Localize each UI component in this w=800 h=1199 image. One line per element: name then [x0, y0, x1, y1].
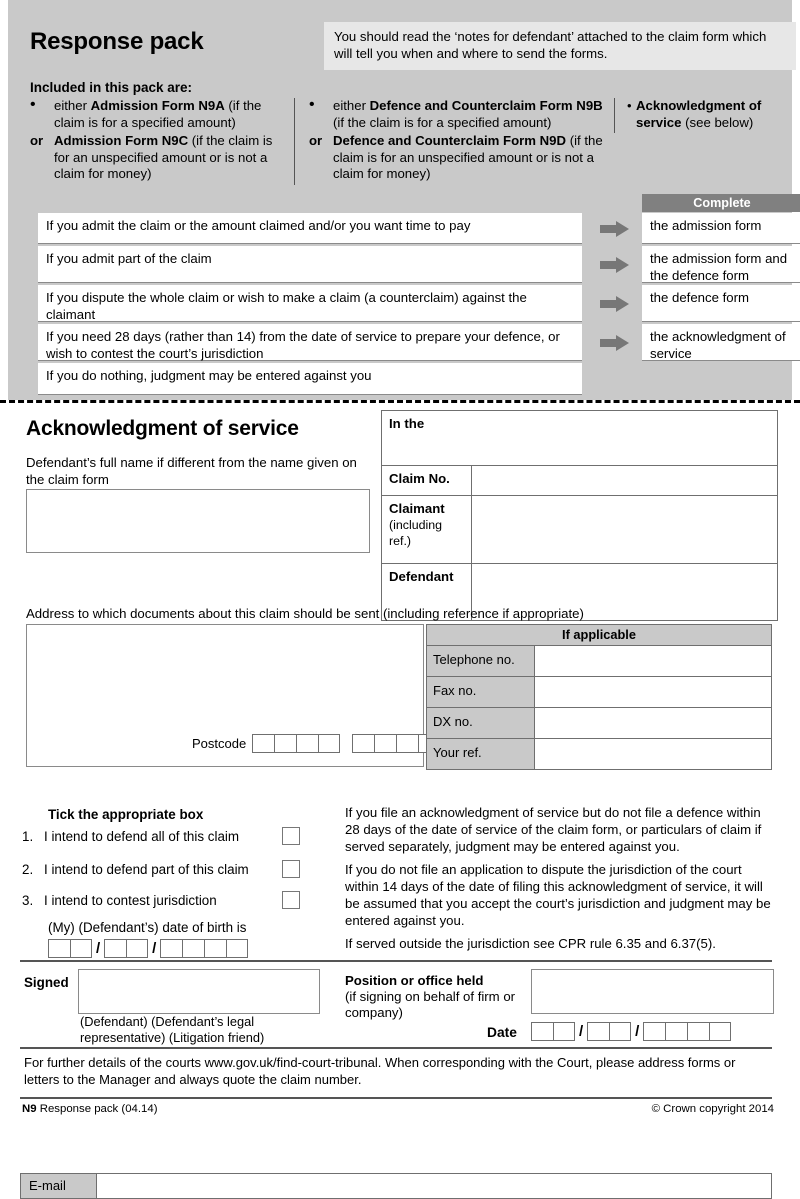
pack-item-2-1	[309, 133, 604, 183]
pack-item-text: Admission Form N9C (if the claim is for an unspecified amount or is not a claim for money)	[54, 133, 273, 182]
char-box[interactable]	[204, 939, 226, 958]
if-applicable-row	[427, 708, 771, 739]
footer-divider-top	[20, 1047, 772, 1049]
in-the-label: In the	[389, 416, 425, 431]
email-row	[20, 1173, 772, 1199]
routing-condition: If you need 28 days (rather than 14) from the date of service to prepare your defence, or wish to contest the court’s jurisdiction	[38, 324, 582, 361]
email-label: E-mail	[21, 1174, 97, 1198]
char-box[interactable]	[104, 939, 126, 958]
char-box[interactable]	[643, 1022, 665, 1041]
pack-item-text: Defence and Counterclaim Form N9D (if the claim is for an unspecified amount or is not a claim for money)	[333, 133, 603, 182]
claimant-input[interactable]	[472, 496, 777, 563]
routing-action: the admission form and the defence form	[642, 246, 800, 283]
position-sublabel: (if signing on behalf of firm or company)	[345, 989, 516, 1020]
routing-action: the defence form	[642, 285, 800, 322]
court-row-in-the	[382, 411, 777, 466]
tick-option-number: 2.	[22, 862, 34, 877]
claim-no-label: Claim No.	[382, 466, 472, 495]
pack-item-1-0	[30, 98, 280, 131]
claimant-sublabel: (including ref.)	[389, 518, 443, 548]
char-box[interactable]	[48, 939, 70, 958]
defendant-label: Defendant	[382, 564, 472, 620]
if-applicable-row	[427, 646, 771, 677]
tick-option-3	[22, 893, 217, 908]
dob-slash-1: /	[96, 940, 101, 957]
routing-condition: If you do nothing, judgment may be entered against you	[38, 363, 582, 395]
tick-option-2	[22, 862, 249, 877]
if-applicable-label: Fax no.	[427, 677, 535, 707]
tick-option-1	[22, 829, 239, 844]
email-input[interactable]	[97, 1174, 771, 1198]
ack-note-3: If served outside the jurisdiction see CPR rule 6.35 and 6.37(5).	[345, 936, 716, 951]
response-pack-panel	[8, 0, 792, 400]
ack-note-1: If you file an acknowledgment of service but do not file a defence within 28 days of the date of service of the claim form, or particulars of claim if served separately, judgment may be entered against you.	[345, 805, 762, 854]
date-slash-2: /	[635, 1023, 640, 1040]
ack-note-2: If you do not file an application to dispute the jurisdiction of the court within 14 days of the date of filing this acknowledgment of service, it will be assumed that you accept the court’s jurisdiction and judgment may be entered against you.	[345, 862, 771, 928]
defendant-fullname-label: Defendant’s full name if different from the name given on the claim form	[26, 455, 357, 487]
tick-option-label: I intend to contest jurisdiction	[44, 893, 217, 908]
if-applicable-label: Your ref.	[427, 739, 535, 769]
form-code: N9 Response pack (04.14)	[22, 1103, 158, 1115]
position-input[interactable]	[531, 969, 774, 1014]
if-applicable-input[interactable]	[535, 739, 771, 769]
signature-divider-top	[20, 960, 772, 962]
court-row-claim-no	[382, 466, 777, 496]
tick-box-header: Tick the appropriate box	[48, 807, 204, 822]
char-box[interactable]	[226, 939, 248, 958]
routing-action: the admission form	[642, 213, 800, 244]
routing-condition: If you admit the claim or the amount claimed and/or you want time to pay	[38, 213, 582, 244]
defendant-notes-callout: You should read the ‘notes for defendant’ attached to the claim form which will tell you when and where to send the forms.	[324, 22, 796, 70]
char-box[interactable]	[609, 1022, 631, 1041]
if-applicable-input[interactable]	[535, 677, 771, 707]
arrow-right-icon	[600, 257, 630, 273]
tick-option-number: 3.	[22, 893, 34, 908]
char-box[interactable]	[396, 734, 418, 753]
routing-condition: If you admit part of the claim	[38, 246, 582, 283]
position-label: Position or office held (if signing on behalf of firm or company)	[345, 973, 516, 1020]
char-box[interactable]	[252, 734, 274, 753]
char-box[interactable]	[687, 1022, 709, 1041]
dob-year-boxes[interactable]	[160, 939, 248, 958]
if-applicable-table	[426, 624, 772, 770]
copyright: © Crown copyright 2014	[651, 1103, 774, 1115]
tick-option-number: 1.	[22, 829, 34, 844]
routing-condition: If you dispute the whole claim or wish to make a claim (a counterclaim) against the claimant	[38, 285, 582, 322]
char-box[interactable]	[160, 939, 182, 958]
tick-option-label: I intend to defend part of this claim	[44, 862, 249, 877]
date-label: Date	[487, 1025, 517, 1040]
char-box[interactable]	[70, 939, 92, 958]
date-day-boxes[interactable]	[531, 1022, 575, 1041]
if-applicable-input[interactable]	[535, 708, 771, 738]
signed-input[interactable]	[78, 969, 320, 1014]
footer-divider-bottom	[20, 1097, 772, 1099]
postcode-field	[192, 734, 440, 753]
dob-slash-2: /	[152, 940, 157, 957]
complete-column-header: Complete	[642, 194, 800, 212]
bullet-icon: •	[309, 96, 315, 113]
bullet-icon: •	[30, 96, 36, 113]
bullet-icon: •	[627, 98, 632, 113]
if-applicable-row	[427, 739, 771, 769]
page-title: Response pack	[30, 28, 204, 55]
pack-column-defence	[294, 98, 614, 185]
if-applicable-label: Telephone no.	[427, 646, 535, 676]
pack-item-2-0	[309, 98, 604, 131]
signed-label: Signed	[24, 975, 69, 990]
or-marker: or	[30, 133, 44, 149]
dob-field	[48, 939, 248, 958]
acknowledgment-of-service-form	[0, 404, 800, 1193]
dob-month-boxes[interactable]	[104, 939, 148, 958]
arrow-right-icon	[600, 221, 630, 237]
char-box[interactable]	[531, 1022, 553, 1041]
pack-item-text: Acknowledgment of service (see below)	[636, 98, 762, 130]
tick-checkbox-2[interactable]	[282, 860, 300, 878]
ack-title: Acknowledgment of service	[26, 417, 299, 440]
char-box[interactable]	[274, 734, 296, 753]
char-box[interactable]	[665, 1022, 687, 1041]
date-year-boxes[interactable]	[643, 1022, 731, 1041]
if-applicable-label: DX no.	[427, 708, 535, 738]
footer-note: For further details of the courts www.gov.uk/find-court-tribunal. When corresponding with the Court, please address forms or letters to the Manager and always quote the claim number.	[24, 1055, 736, 1087]
dob-label: (My) (Defendant’s) date of birth is	[48, 920, 247, 935]
claim-no-input[interactable]	[472, 466, 777, 495]
pack-item-1-1	[30, 133, 280, 183]
char-box[interactable]	[318, 734, 340, 753]
court-details-table	[381, 410, 778, 621]
or-marker: or	[309, 133, 323, 149]
char-box[interactable]	[553, 1022, 575, 1041]
pack-column-admission	[30, 98, 294, 185]
address-label: Address to which documents about this claim should be sent (including reference if appropriate)	[26, 606, 584, 621]
defendant-fullname-input[interactable]	[26, 489, 370, 553]
pack-item-3-0	[627, 98, 788, 131]
dob-day-boxes[interactable]	[48, 939, 92, 958]
pack-item-text: either Defence and Counterclaim Form N9B (if the claim is for a specified amount)	[333, 98, 603, 130]
postcode-label: Postcode	[192, 736, 247, 751]
char-box[interactable]	[709, 1022, 731, 1041]
pack-contents-columns	[30, 98, 788, 190]
court-row-claimant	[382, 496, 777, 564]
char-box[interactable]	[296, 734, 318, 753]
arrow-right-icon	[600, 296, 630, 312]
form-name: Response pack (04.14)	[39, 1103, 158, 1115]
signed-sublabel: (Defendant) (Defendant’s legal representative) (Litigation friend)	[80, 1014, 265, 1045]
if-applicable-row	[427, 677, 771, 708]
tear-off-dashed-line	[0, 400, 800, 403]
tick-checkbox-1[interactable]	[282, 827, 300, 845]
char-box[interactable]	[352, 734, 374, 753]
date-month-boxes[interactable]	[587, 1022, 631, 1041]
included-in-pack-label: Included in this pack are:	[30, 80, 193, 95]
arrow-right-icon	[600, 335, 630, 351]
char-box[interactable]	[374, 734, 396, 753]
char-box[interactable]	[126, 939, 148, 958]
char-box[interactable]	[182, 939, 204, 958]
pack-item-text: either Admission Form N9A (if the claim is for a specified amount)	[54, 98, 262, 130]
if-applicable-header: If applicable	[427, 625, 771, 646]
date-slash-1: /	[579, 1023, 584, 1040]
address-input[interactable]	[26, 624, 424, 767]
tick-option-label: I intend to defend all of this claim	[44, 829, 240, 844]
if-applicable-input[interactable]	[535, 646, 771, 676]
routing-action: the acknowledgment of service	[642, 324, 800, 361]
pack-column-acknowledgment	[614, 98, 788, 133]
char-box[interactable]	[587, 1022, 609, 1041]
claimant-label: Claimant (including ref.)	[382, 496, 472, 563]
date-field	[531, 1022, 731, 1041]
postcode-boxes-outward[interactable]	[252, 734, 340, 753]
tick-checkbox-3[interactable]	[282, 891, 300, 909]
